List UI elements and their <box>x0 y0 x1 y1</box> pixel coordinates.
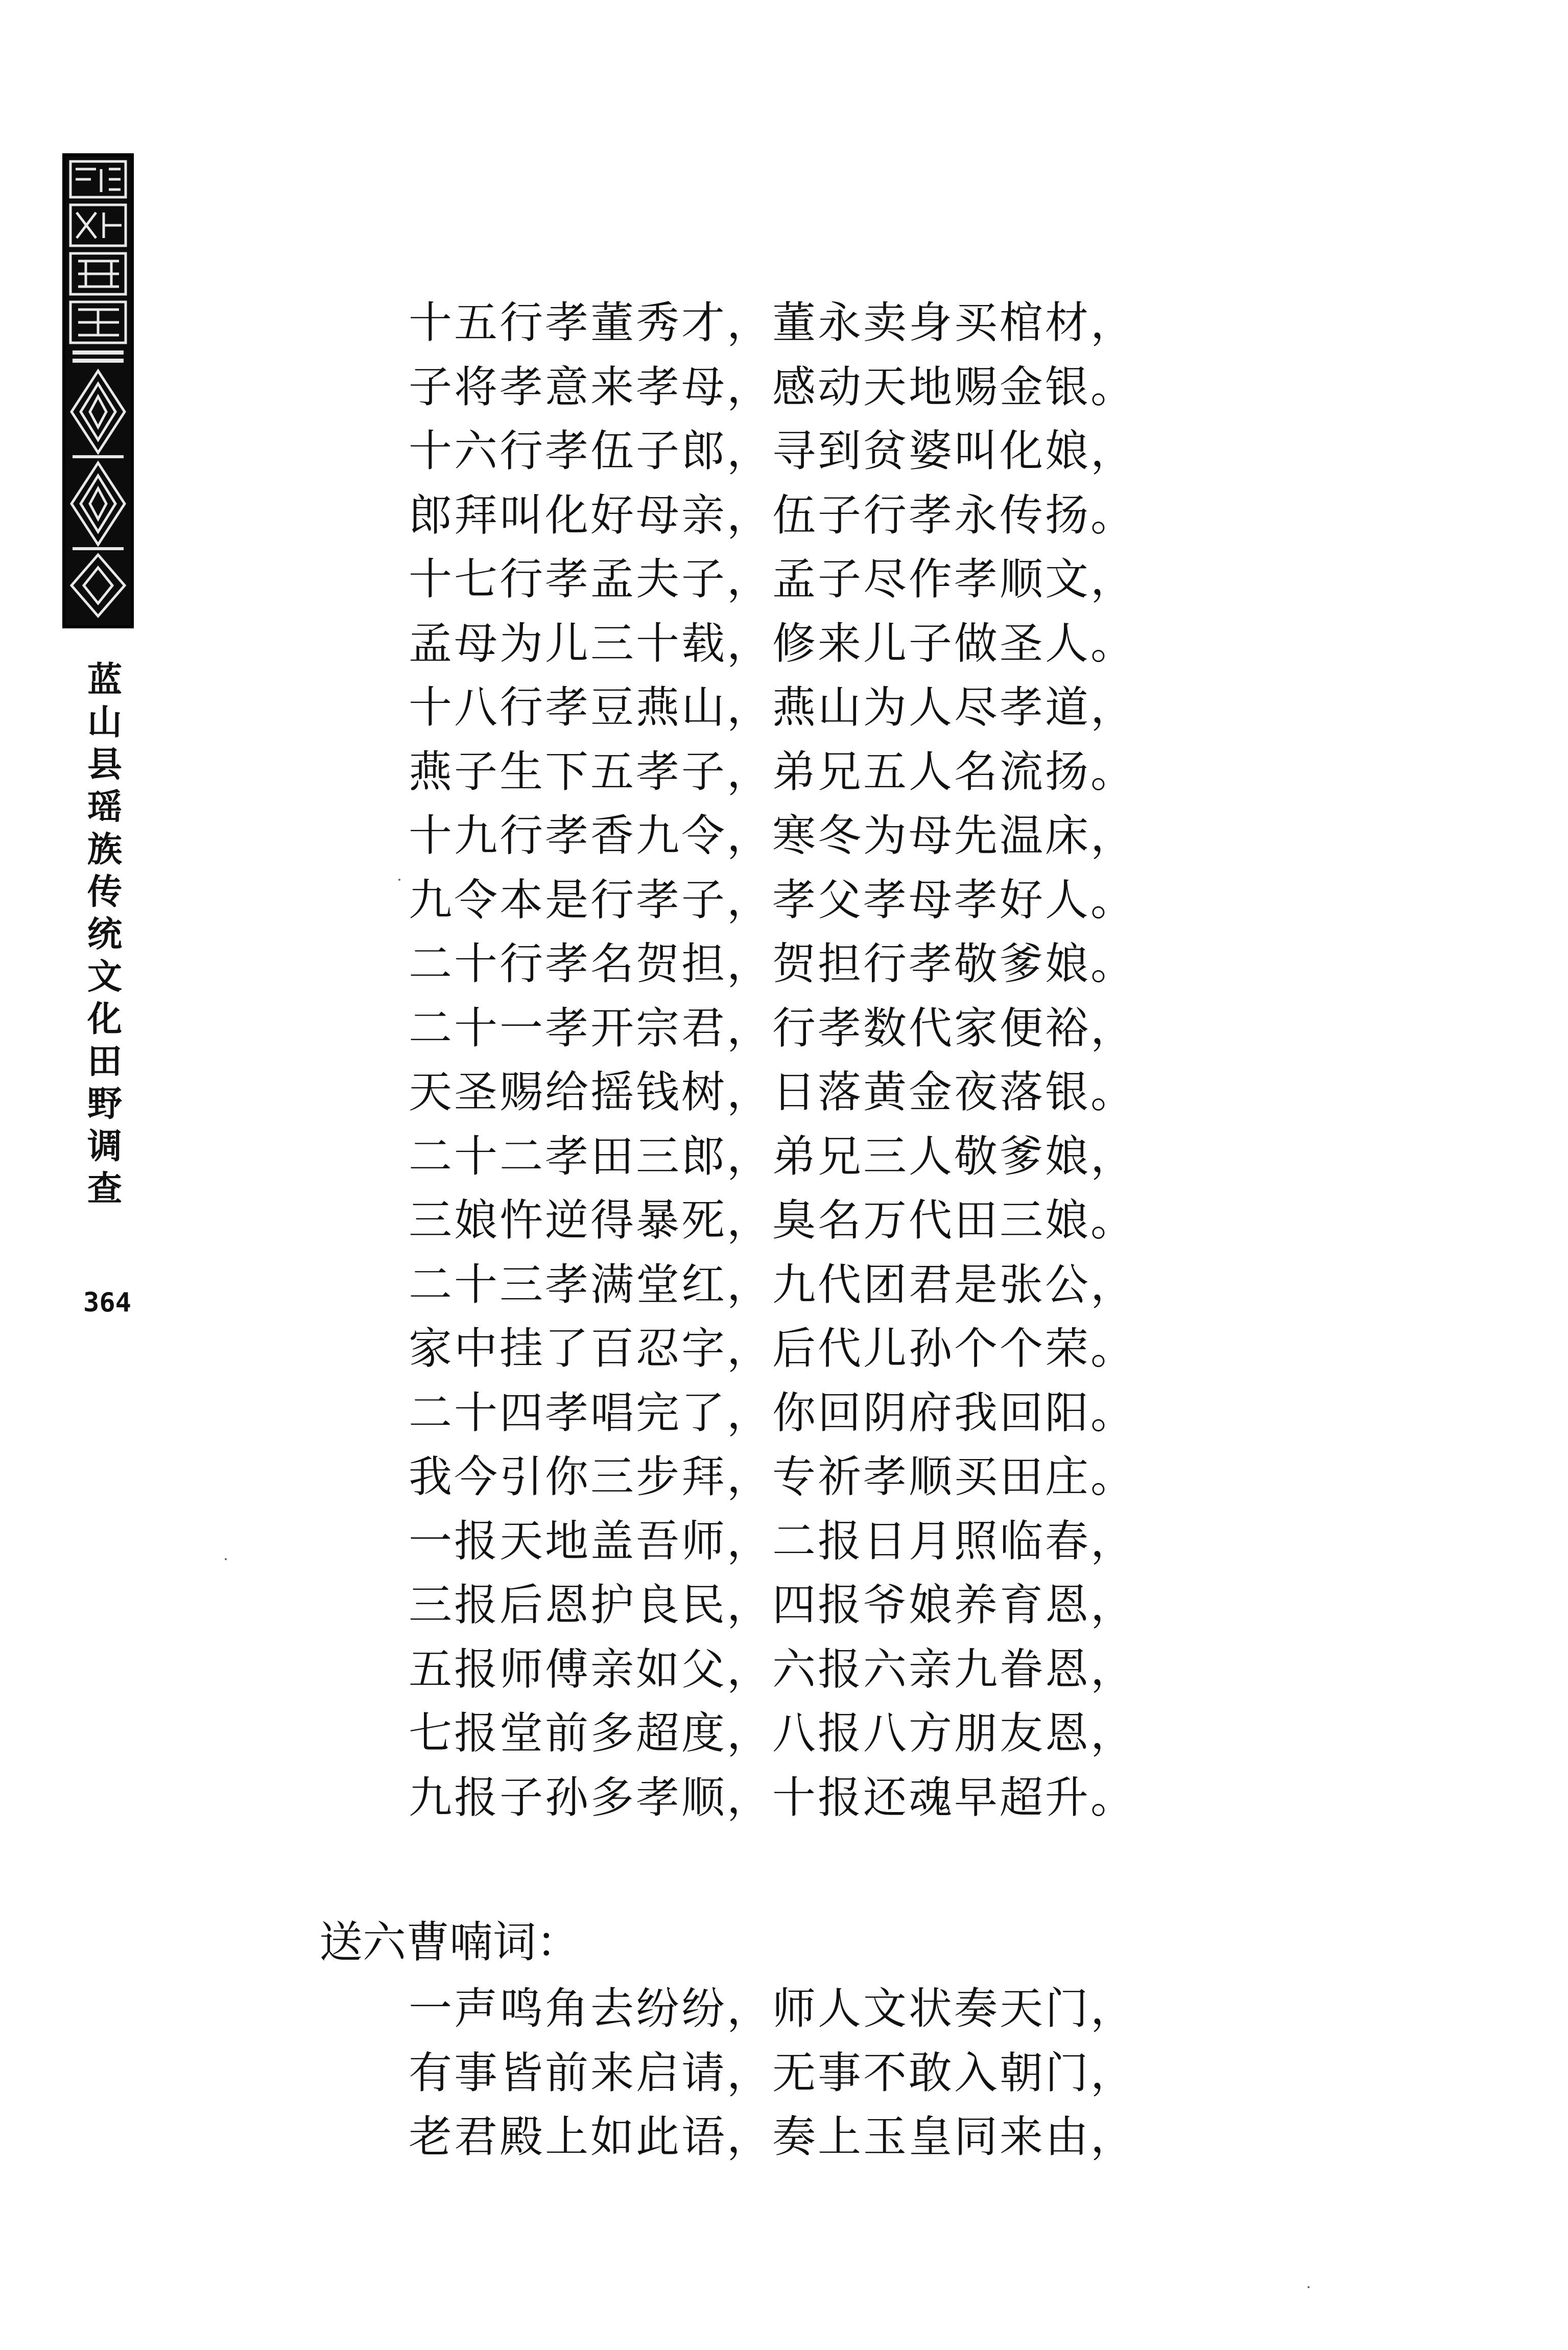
verse-line: 孟母为儿三十载，修来儿子做圣人。 <box>409 618 1136 669</box>
verse-line: 七报堂前多超度，八报八方朋友恩， <box>409 1708 1136 1759</box>
verse-line: 三报后恩护良民，四报爷娘养育恩， <box>409 1580 1136 1631</box>
decorative-woven-band <box>62 153 134 628</box>
page-number: 364 <box>83 1287 131 1318</box>
verse-line: 燕子生下五孝子，弟兄五人名流扬。 <box>409 746 1136 797</box>
verse-line: 九报子孙多孝顺，十报还魂早超升。 <box>409 1772 1136 1823</box>
verse-line: 一声鸣角去纷纷，师人文状奏天门， <box>409 1984 1136 2034</box>
verse-line: 家中挂了百忍字，后代儿孙个个荣。 <box>409 1324 1136 1374</box>
verse-line: 二十三孝满堂红，九代团君是张公， <box>409 1259 1136 1310</box>
scan-speck <box>398 879 400 881</box>
verse-line: 十五行孝董秀才，董永卖身买棺材， <box>409 298 1136 348</box>
verse-line: 二十二孝田三郎，弟兄三人敬爹娘， <box>409 1131 1136 1182</box>
verse-line: 子将孝意来孝母，感动天地赐金银。 <box>409 362 1136 413</box>
section-heading: 送六曹喃词： <box>319 1917 580 1968</box>
verse-line: 我今引你三步拜，专祈孝顺买田庄。 <box>409 1452 1136 1502</box>
woven-pattern-icon <box>65 156 131 625</box>
verse-line: 二十四孝唱完了，你回阴府我回阳。 <box>409 1388 1136 1439</box>
verse-line: 郎拜叫化好母亲，伍子行孝永传扬。 <box>409 490 1136 541</box>
verse-line: 一报天地盖吾师，二报日月照临春， <box>409 1516 1136 1567</box>
verse-line: 十九行孝香九令，寒冬为母先温床， <box>409 811 1136 861</box>
verse-block-section <box>409 1977 1136 2170</box>
verse-line: 五报师傅亲如父，六报六亲九眷恩， <box>409 1644 1136 1695</box>
scan-speck <box>1308 2286 1310 2288</box>
book-title-vertical: 蓝山县瑶族传统文化田野调查 <box>87 660 122 1209</box>
verse-line: 二十一孝开宗君，行孝数代家便裕， <box>409 1003 1136 1054</box>
verse-line: 二十行孝名贺担，贺担行孝敬爹娘。 <box>409 939 1136 990</box>
verse-block-main <box>409 291 1136 1830</box>
verse-line: 十八行孝豆燕山，燕山为人尽孝道， <box>409 683 1136 733</box>
verse-line: 天圣赐给摇钱树，日落黄金夜落银。 <box>409 1067 1136 1118</box>
verse-line: 老君殿上如此语，奏上玉皇同来由， <box>409 2112 1136 2163</box>
verse-line: 十七行孝孟夫子，孟子尽作孝顺文， <box>409 554 1136 605</box>
verse-line: 三娘忤逆得暴死，臭名万代田三娘。 <box>409 1195 1136 1246</box>
scan-speck <box>225 1558 227 1560</box>
verse-line: 十六行孝伍子郎，寻到贫婆叫化娘， <box>409 426 1136 477</box>
verse-line: 九令本是行孝子，孝父孝母孝好人。 <box>409 875 1136 926</box>
verse-line: 有事皆前来启请，无事不敢入朝门， <box>409 2048 1136 2099</box>
